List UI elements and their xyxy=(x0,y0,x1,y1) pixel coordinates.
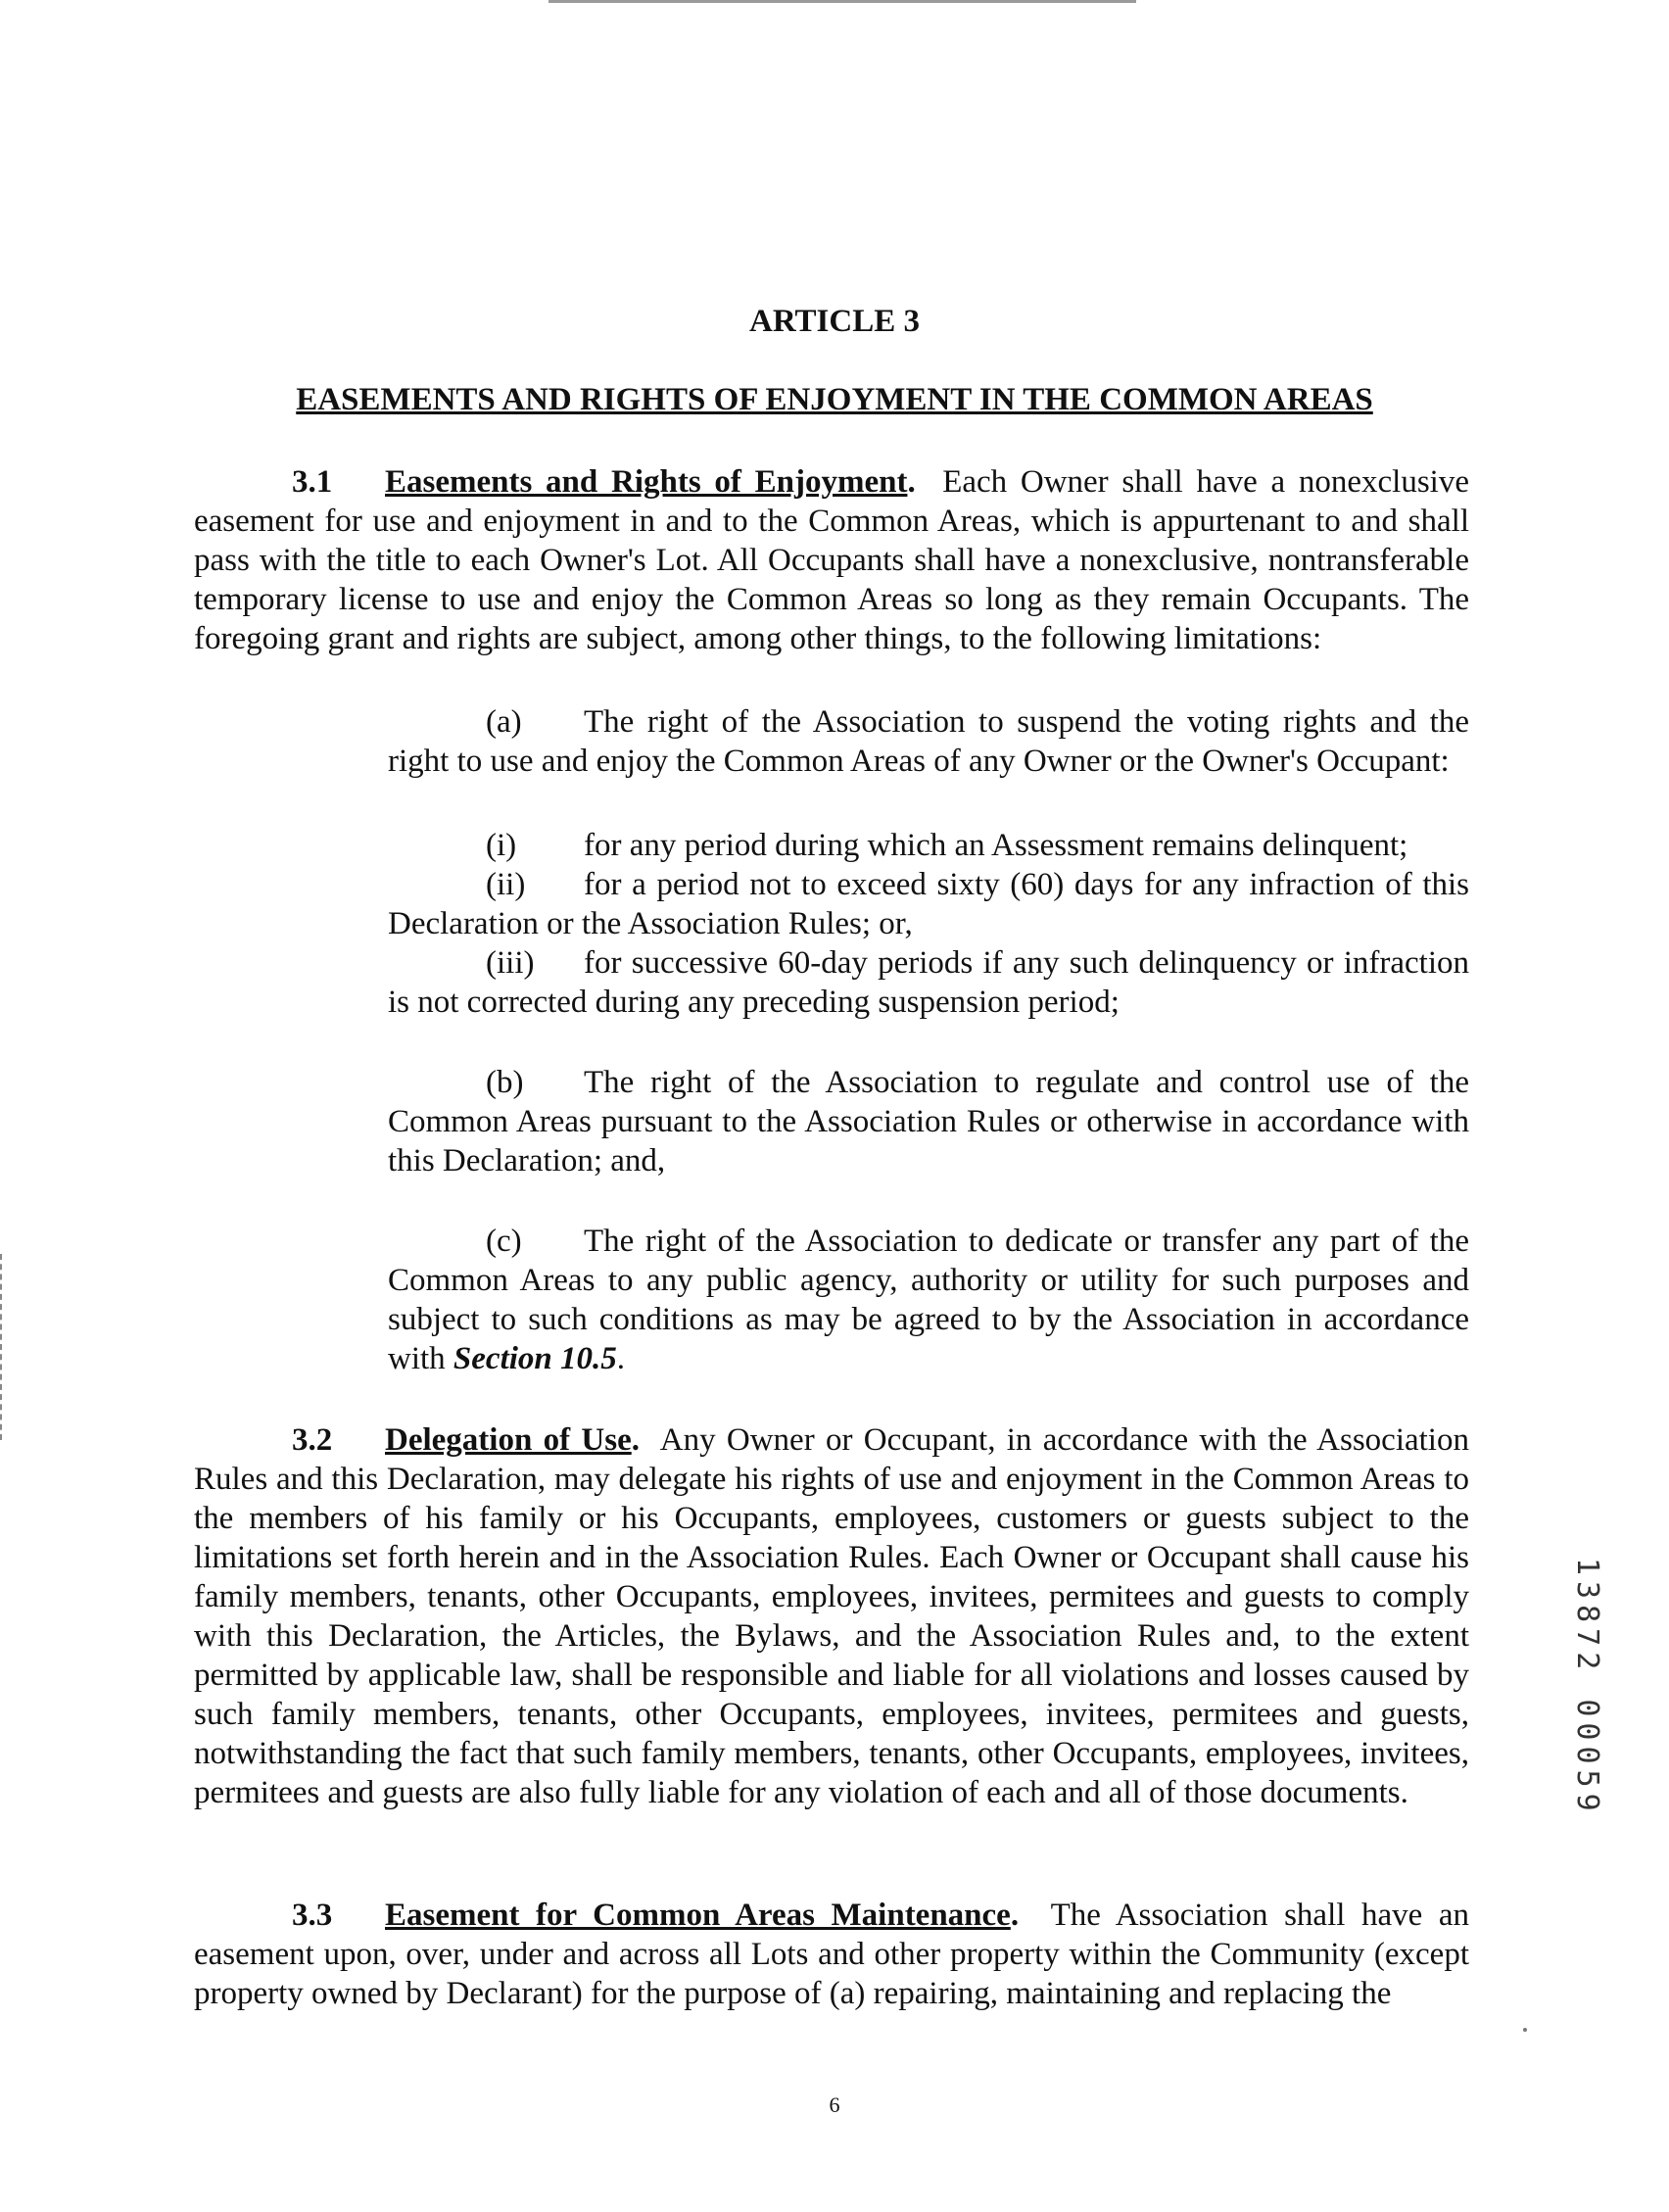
article-title: ARTICLE 3 xyxy=(749,304,920,339)
section-10-5-reference: Section 10.5 xyxy=(453,1341,617,1376)
item-b xyxy=(388,1063,1469,1180)
item-iii-label: (iii) xyxy=(486,945,535,981)
section-3-3-number: 3.3 xyxy=(292,1898,333,1933)
item-a-label: (a) xyxy=(486,704,522,740)
section-3-2: 3.2 Delegation of Use. Any Owner or Occupant, in accordance with the Association Rules and this Declaration, may delegate his rights of use and enjoyment in the Common Areas to the members of his family or his Occupants, employees, customers or guests subject to the limitations set forth herein and in the Association Rules. Each Owner or Occupant shall cause his family members, tenants, other Occupants, employees, invitees, permitees and guests to comply with this Declaration, the Articles, the Bylaws, and the Association Rules and, to the extent permitted by applicable law, shall be responsible and liable for all violations and losses caused by such family members, tenants, other Occupants, employees, invitees, permitees and guests, notwithstanding the fact that such family members, tenants, other Occupants, employees, invitees, permitees and guests are also fully liable for any violation of each and all of those documents. xyxy=(194,1422,1469,1810)
left-margin-mark xyxy=(0,1254,5,1440)
item-ii-label: (ii) xyxy=(486,867,526,902)
item-b-text: The right of the Association to regulate and control use of the Common Areas pursuant to the Association Rules or otherwise in accordance with this Declaration; and, xyxy=(388,1065,1469,1178)
item-a-text: The right of the Association to suspend the voting rights and the right to use and enjoy the Common Areas of any Owner or the Owner's Occupant: xyxy=(388,704,1469,779)
item-iii-text: for successive 60-day periods if any such delinquency or infraction is not corrected during any preceding suspension period; xyxy=(388,945,1469,1020)
section-3-3-body: The Association shall have an easement upon, over, under and across all Lots and other property within the Community (except property owned by Declarant) for the purpose of (a) repairing, maintaining and replacing the xyxy=(194,1898,1469,2011)
item-c-text: The right of the Association to dedicate or transfer any part of the Common Areas to any public agency, authority or utility for such purposes and subject to such conditions as may be agreed to by the Association in accordance with xyxy=(388,1224,1469,1376)
section-3-3: 3.3 Easement for Common Areas Maintenance. The Association shall have an easement upon, over, under and across all Lots and other property within the Community (except property owned by Declarant) for the purpose of (a) repairing, maintaining and replacing the xyxy=(194,1898,1469,2011)
section-3-2-number: 3.2 xyxy=(292,1422,333,1458)
scan-speck xyxy=(1523,2028,1527,2032)
item-i xyxy=(388,826,1469,865)
item-iii xyxy=(388,943,1469,1022)
item-ii-text: for a period not to exceed sixty (60) days for any infraction of this Declaration or the Association Rules; or, xyxy=(388,867,1469,941)
item-i-text: for any period during which an Assessment remains delinquent; xyxy=(584,828,1408,863)
item-c-label: (c) xyxy=(486,1224,522,1259)
page-number: 6 xyxy=(829,2092,840,2117)
section-3-1-title: Easements and Rights of Enjoyment xyxy=(385,464,908,500)
section-3-2-title: Delegation of Use xyxy=(385,1422,632,1458)
section-3-2-body: Any Owner or Occupant, in accordance with the Association Rules and this Declaration, may delegate his rights of use and enjoyment in the Common Areas to the members of his family or his Occupants, employees, customers or guests subject to the limitations set forth herein and in the Association Rules. Each Owner or Occupant shall cause his family members, tenants, other Occupants, employees, invitees, permitees and guests to comply with this Declaration, the Articles, the Bylaws, and the Association Rules and, to the extent permitted by applicable law, shall be responsible and liable for all violations and losses caused by such family members, tenants, other Occupants, employees, invitees, permitees and guests, notwithstanding the fact that such family members, tenants, other Occupants, employees, invitees, permitees and guests are also fully liable for any violation of each and all of those documents. xyxy=(194,1422,1469,1810)
article-subtitle: EASEMENTS AND RIGHTS OF ENJOYMENT IN THE COMMON AREAS xyxy=(296,382,1373,417)
item-a xyxy=(388,702,1469,781)
section-3-1-number: 3.1 xyxy=(292,464,333,500)
section-3-1: 3.1 Easements and Rights of Enjoyment. Each Owner shall have a nonexclusive easement for use and enjoyment in and to the Common Areas, which is appurtenant to and shall pass with the title to each Owner's Lot. All Occupants shall have a nonexclusive, nontransferable temporary license to use and enjoy the Common Areas so long as they remain Occupants. The foregoing grant and rights are subject, among other things, to the following limitations: xyxy=(194,464,1469,656)
section-3-1-body: Each Owner shall have a nonexclusive easement for use and enjoyment in and to the Common Areas, which is appurtenant to and shall pass with the title to each Owner's Lot. All Occupants shall have a nonexclusive, nontransferable temporary license to use and enjoy the Common Areas so long as they remain Occupants. The foregoing grant and rights are subject, among other things, to the following limitations: xyxy=(194,464,1469,656)
recording-stamp: 13872 00059 xyxy=(1570,1558,1604,1817)
top-scan-line xyxy=(548,0,1136,3)
item-ii xyxy=(388,865,1469,943)
item-c: (c) The right of the Association to dedicate or transfer any part of the Common Areas to any public agency, authority or utility for such purposes and subject to such conditions as may be agreed to by the Association in accordance with Section 10.5. xyxy=(388,1224,1469,1376)
item-i-label: (i) xyxy=(486,828,517,863)
section-3-3-title: Easement for Common Areas Maintenance xyxy=(385,1898,1011,1933)
item-b-label: (b) xyxy=(486,1065,524,1100)
